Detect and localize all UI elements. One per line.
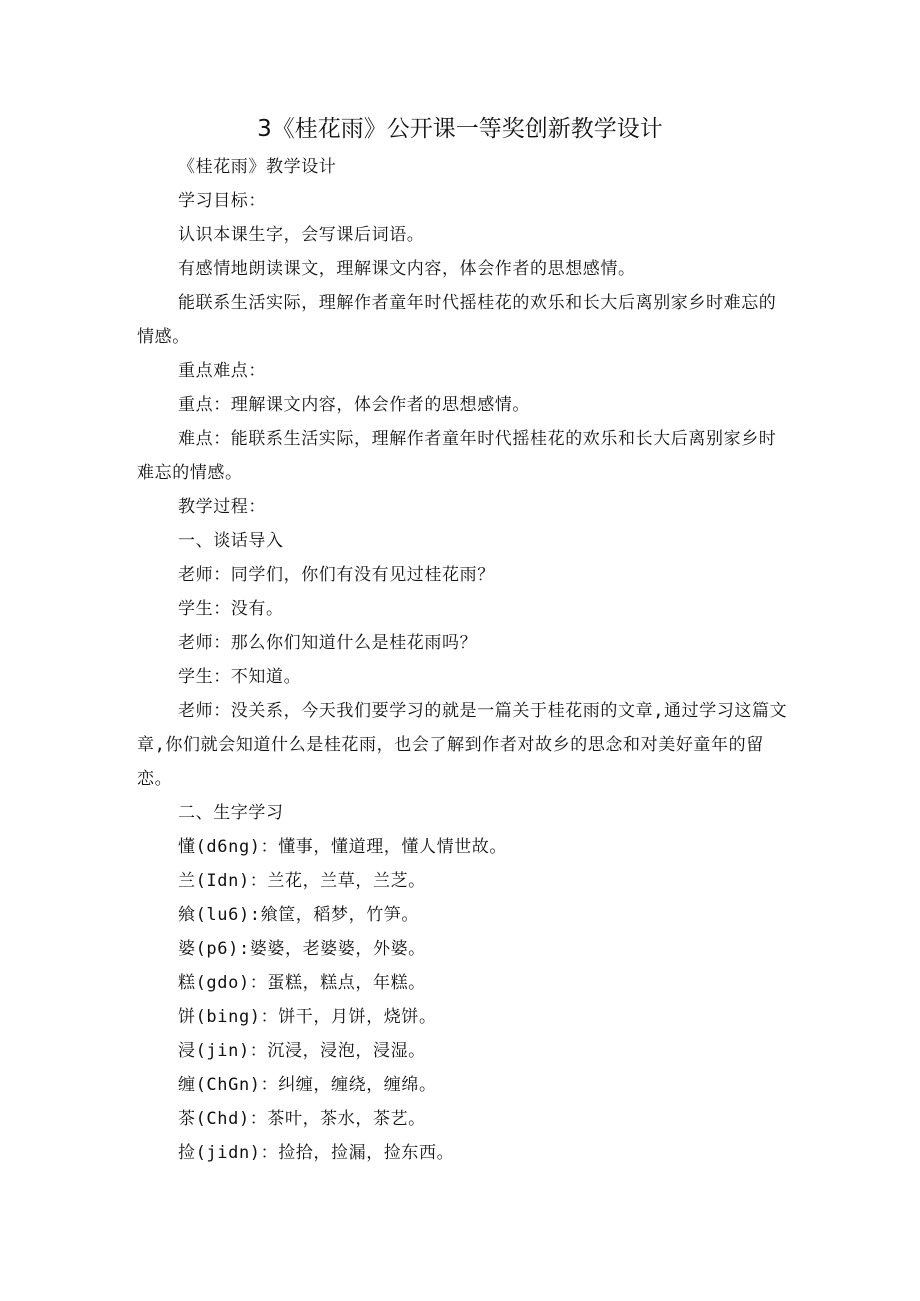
objective-item: 能联系生活实际，理解作者童年时代摇桂花的欢乐和长大后离别家乡时难忘的情感。 [137,293,777,347]
section-heading-process: 教学过程： [178,497,266,517]
vocab-item: 婆(p6):婆婆，老婆婆，外婆。 [178,939,426,959]
vocab-item: 饼(bing)：饼干，月饼，烧饼。 [178,1007,437,1027]
document-body [137,150,792,1170]
vocab-item: 缠(ChGn)：纠缠，缠绕，缠绵。 [178,1075,437,1095]
dialogue-line: 学生：没有。 [178,599,284,619]
vocab-item: 茶(Chd)：茶叶，茶水，茶艺。 [178,1109,426,1129]
document-title: 3《桂花雨》公开课一等奖创新教学设计 [257,116,663,142]
section-heading-objectives: 学习目标： [178,191,266,211]
vocab-item: 浸(jin)：沉浸，浸泡，浸湿。 [178,1041,426,1061]
key-point: 重点：理解课文内容，体会作者的思想感情。 [178,395,530,415]
dialogue-line: 老师：同学们，你们有没有见过桂花雨？ [178,565,495,585]
vocab-item: 捡(jidn)：捡拾，捡漏，捡东西。 [178,1143,455,1163]
step-heading-intro: 一、谈话导入 [178,531,284,551]
vocab-item: 糕(gdo)：蛋糕，糕点，年糕。 [178,973,426,993]
dialogue-line: 老师：没关系，今天我们要学习的就是一篇关于桂花雨的文章,通过学习这篇文章,你们就会知道什么是桂花雨，也会了解到作者对故乡的思念和对美好童年的留恋。 [137,701,788,789]
difficult-point: 难点：能联系生活实际，理解作者童年时代摇桂花的欢乐和长大后离别家乡时难忘的情感。 [137,429,777,483]
subtitle: 《桂花雨》教学设计 [178,157,337,177]
objective-item: 有感情地朗读课文，理解课文内容，体会作者的思想感情。 [178,259,636,279]
dialogue-line: 老师：那么你们知道什么是桂花雨吗？ [178,633,478,653]
vocab-item: 兰(Idn)：兰花，兰草，兰芝。 [178,871,426,891]
step-heading-characters: 二、生字学习 [178,803,284,823]
section-heading-key-points: 重点难点： [178,361,266,381]
dialogue-line: 学生：不知道。 [178,667,302,687]
vocab-item: 懂(d6ng)：懂事，懂道理，懂人情世故。 [178,837,508,857]
vocab-item: 飨(lu6):飨筐，稻梦，竹笋。 [178,905,420,925]
objective-item: 认识本课生字，会写课后词语。 [178,225,425,245]
